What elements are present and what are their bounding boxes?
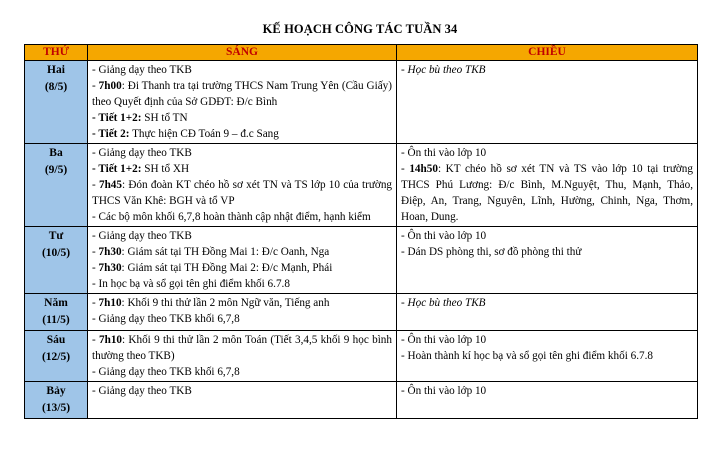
entry-text: SH tổ XH xyxy=(141,163,190,175)
entry-text: : Đón đoàn KT chéo hồ sơ xét TN và TS lớp 10 của trường THCS Văn Khê: BGH và tổ VP xyxy=(92,179,393,207)
entry-time: 7h00 xyxy=(98,80,122,92)
afternoon-cell xyxy=(397,294,698,331)
entry-prefix: - Giảng dạy theo TKB khối 6,7,8 xyxy=(92,313,240,325)
entry-line xyxy=(92,276,392,292)
entry-line xyxy=(92,311,392,327)
entry-time: - Tiết 1+2: xyxy=(92,163,142,175)
weekly-plan-table xyxy=(24,44,698,419)
entry-prefix: - xyxy=(92,80,99,92)
entry-prefix: - Giảng dạy theo TKB xyxy=(92,64,192,76)
entry-prefix: - xyxy=(401,163,410,175)
entry-text: : Khối 9 thi thử lần 2 môn Ngữ văn, Tiếng anh xyxy=(121,297,330,309)
day-name: Bảy xyxy=(46,385,66,397)
entry-prefix: - Ôn thi vào lớp 10 xyxy=(401,385,487,397)
entry-line xyxy=(401,332,693,348)
entry-time: 7h30 xyxy=(98,246,122,258)
entry-line xyxy=(92,383,392,399)
day-name: Tư xyxy=(48,230,64,242)
entry-text: : Đi Thanh tra tại trường THCS Nam Trung Yên (Cầu Giấy) theo Quyết định của Sở GDĐT: Đ/c Bình xyxy=(92,80,392,108)
entry-text: : KT chéo hồ sơ xét TN và TS vào lớp 10 tại trường THCS Phú Lương: Đ/c Bình, M.Nguyệt, Thu, Mạnh, Thảo, Điệp, An, Trang, Nguyên, Lĩnh, Hường, Chinh, Nga, Thơm, Hoan, Dung. xyxy=(401,163,693,223)
table-row xyxy=(25,61,698,144)
entry-prefix: - Ôn thi vào lớp 10 xyxy=(401,147,487,159)
table-row xyxy=(25,331,698,382)
day-cell xyxy=(25,294,88,331)
entry-time: - Tiết 1+2: xyxy=(92,112,142,124)
entry-text: : Giám sát tại TH Đồng Mai 1: Đ/c Oanh, Nga xyxy=(121,246,330,258)
entry-time: - Tiết 2: xyxy=(92,128,130,140)
day-name: Ba xyxy=(49,147,63,159)
day-date: (11/5) xyxy=(42,314,70,326)
table-row xyxy=(25,227,698,294)
entry-prefix: - xyxy=(92,334,100,346)
entry-prefix: - Các bộ môn khối 6,7,8 hoàn thành cập nhật điểm, hạnh kiểm xyxy=(92,211,371,223)
day-cell xyxy=(25,61,88,144)
entry-line xyxy=(92,161,392,177)
day-cell xyxy=(25,227,88,294)
afternoon-cell xyxy=(397,382,698,419)
entry-line xyxy=(92,244,392,260)
day-cell xyxy=(25,144,88,227)
entry-prefix: - xyxy=(92,262,99,274)
entry-line xyxy=(401,295,693,311)
entry-line xyxy=(92,126,392,142)
morning-cell xyxy=(88,382,397,419)
entry-time: 7h10 xyxy=(98,297,122,309)
entry-line xyxy=(92,295,392,311)
afternoon-cell xyxy=(397,61,698,144)
header-morning: SÁNG xyxy=(88,45,397,61)
entry-line xyxy=(92,332,392,364)
morning-cell xyxy=(88,144,397,227)
day-name: Năm xyxy=(44,297,68,309)
table-row xyxy=(25,382,698,419)
entry-prefix: - Giảng dạy theo TKB xyxy=(92,147,192,159)
entry-text: Thực hiện CĐ Toán 9 – đ.c Sang xyxy=(129,128,279,140)
entry-line xyxy=(401,161,693,225)
entry-prefix: - Ôn thi vào lớp 10 xyxy=(401,230,487,242)
entry-time: 14h50 xyxy=(409,163,438,175)
entry-prefix: - Hoàn thành kí học bạ và sổ gọi tên ghi điểm khối 6.7.8 xyxy=(401,350,653,362)
entry-line xyxy=(92,145,392,161)
day-cell xyxy=(25,331,88,382)
entry-line xyxy=(401,62,693,78)
day-date: (13/5) xyxy=(41,402,71,414)
entry-text: : Giám sát tại TH Đồng Mai 2: Đ/c Mạnh, Phái xyxy=(121,262,333,274)
day-date: (10/5) xyxy=(41,247,71,259)
day-date: (8/5) xyxy=(44,81,68,93)
entry-prefix: - Giảng dạy theo TKB xyxy=(92,230,192,242)
entry-line xyxy=(401,145,693,161)
entry-time: 7h10 xyxy=(99,334,123,346)
entry-line xyxy=(92,364,392,380)
entry-prefix: - Giảng dạy theo TKB khối 6,7,8 xyxy=(92,366,240,378)
entry-prefix: - In học bạ và sổ gọi tên ghi điểm khối 6.7.8 xyxy=(92,278,290,290)
entry-prefix: - xyxy=(92,246,99,258)
morning-cell xyxy=(88,294,397,331)
morning-cell xyxy=(88,61,397,144)
entry-line xyxy=(92,228,392,244)
page-title: KẾ HOẠCH CÔNG TÁC TUẦN 34 xyxy=(262,22,458,36)
entry-text: - Học bù theo TKB xyxy=(401,297,486,309)
entry-prefix: - xyxy=(92,179,99,191)
table-body xyxy=(25,61,698,419)
afternoon-cell xyxy=(397,331,698,382)
entry-line xyxy=(92,260,392,276)
entry-line xyxy=(92,177,392,209)
entry-line xyxy=(401,348,693,364)
entry-line xyxy=(92,62,392,78)
table-row xyxy=(25,144,698,227)
entry-prefix: - Ôn thi vào lớp 10 xyxy=(401,334,487,346)
entry-text: SH tổ TN xyxy=(141,112,188,124)
header-day: THỨ xyxy=(25,45,88,61)
morning-cell xyxy=(88,331,397,382)
morning-cell xyxy=(88,227,397,294)
entry-prefix: - Giảng dạy theo TKB xyxy=(92,385,192,397)
table-row xyxy=(25,294,698,331)
entry-prefix: - Dán DS phòng thi, sơ đồ phòng thi thử xyxy=(401,246,582,258)
entry-text: : Khối 9 thi thử lần 2 môn Toán (Tiết 3,4,5 khối 9 học bình thường theo TKB) xyxy=(92,334,392,362)
entry-line xyxy=(401,244,693,260)
entry-line xyxy=(92,110,392,126)
entry-time: 7h45 xyxy=(98,179,122,191)
table-header-row xyxy=(25,45,698,61)
afternoon-cell xyxy=(397,227,698,294)
day-name: Sáu xyxy=(46,334,66,346)
day-date: (12/5) xyxy=(41,351,71,363)
entry-line xyxy=(92,78,392,110)
afternoon-cell xyxy=(397,144,698,227)
header-afternoon: CHIỀU xyxy=(397,45,698,61)
entry-line xyxy=(401,383,693,399)
entry-time: 7h30 xyxy=(98,262,122,274)
entry-text: - Học bù theo TKB xyxy=(401,64,486,76)
day-cell xyxy=(25,382,88,419)
day-date: (9/5) xyxy=(44,164,68,176)
entry-line xyxy=(92,209,392,225)
entry-line xyxy=(401,228,693,244)
entry-prefix: - xyxy=(92,297,99,309)
day-name: Hai xyxy=(47,64,65,76)
